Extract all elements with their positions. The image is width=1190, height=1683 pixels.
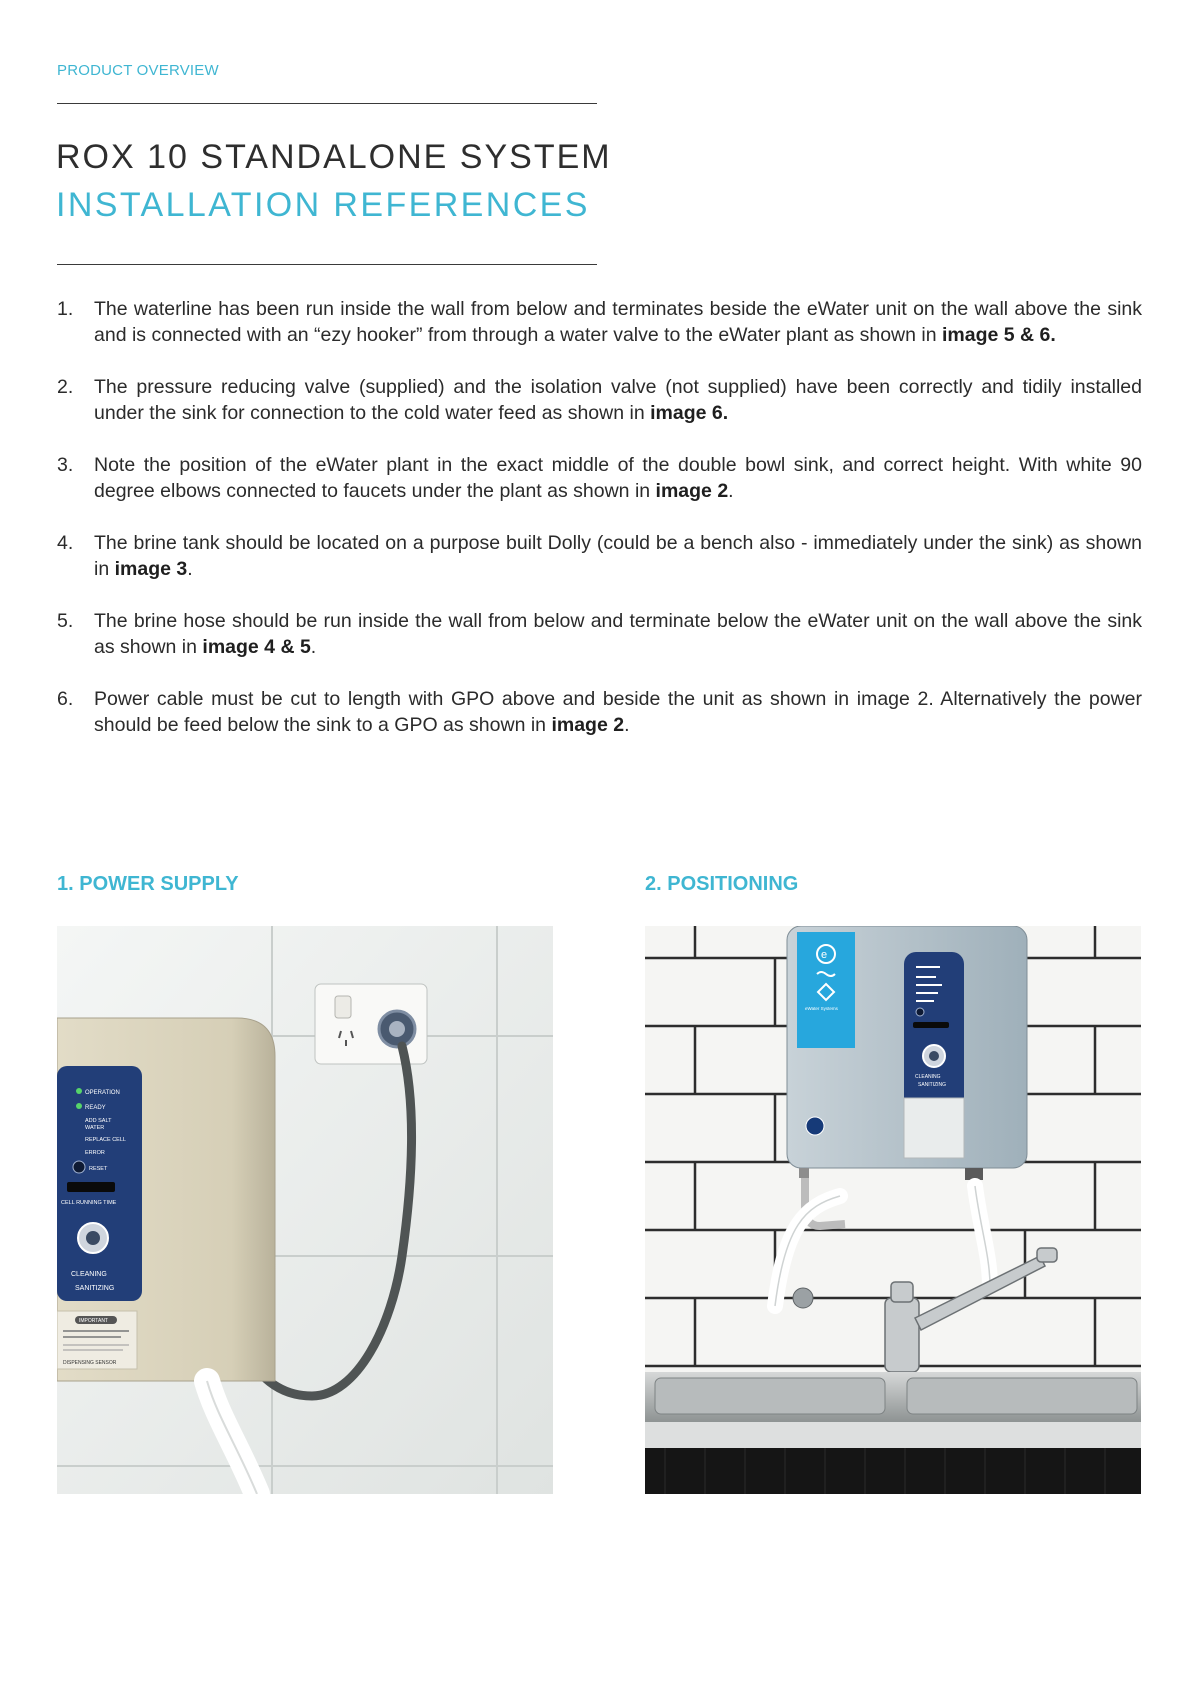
svg-text:SANITIZING: SANITIZING (918, 1082, 947, 1088)
installation-steps-list (57, 296, 1142, 764)
svg-text:OPERATION: OPERATION (85, 1090, 120, 1096)
svg-text:eWater Systems: eWater Systems (805, 1006, 838, 1011)
image-reference: image 2 (551, 714, 625, 736)
image-reference: image 5 & 6. (941, 324, 1056, 346)
step-text-segment: Power cable must be cut to length with GPO above and beside the unit as shown in image 2. Alternatively the power should be feed below the sink to a GPO as shown in (94, 688, 1142, 736)
step-text-segment: The waterline has been run inside the wall from below and terminates beside the eWater unit on the wall above the sink and is connected with an “ezy hooker” from through a water valve to the eWater plant as shown in (94, 298, 1142, 346)
step-text-segment: Note the position of the eWater plant in the exact middle of the double bowl sink, and correct height. With white 90 degree elbows connected to faucets under the plant as shown in (94, 454, 1142, 502)
svg-text:ADD SALT: ADD SALT (85, 1118, 112, 1124)
svg-text:REPLACE CELL: REPLACE CELL (85, 1137, 126, 1143)
svg-text:ERROR: ERROR (85, 1150, 105, 1156)
step-text-segment: . (187, 558, 193, 580)
step-number: 6. (57, 688, 74, 710)
step-text-segment: The pressure reducing valve (supplied) and the isolation valve (not supplied) have been correctly and tidily installed under the sink for connection to the cold water feed as shown in (94, 376, 1142, 424)
step-text (94, 608, 1142, 660)
step-text-segment: . (728, 480, 734, 502)
step-number: 3. (57, 454, 74, 476)
photo-power-supply (57, 926, 553, 1494)
svg-text:WATER: WATER (85, 1125, 105, 1131)
svg-text:e: e (821, 949, 828, 961)
page-subtitle: INSTALLATION REFERENCES (56, 186, 590, 224)
section-overline: PRODUCT OVERVIEW (57, 62, 219, 79)
photo-positioning (645, 926, 1141, 1494)
important-sticker (57, 1311, 137, 1369)
step-text-segment: . (624, 714, 630, 736)
step-number: 2. (57, 376, 74, 398)
svg-text:CELL RUNNING TIME: CELL RUNNING TIME (61, 1200, 117, 1206)
step-text (94, 686, 1142, 738)
step-item (57, 452, 1142, 504)
image-reference: image 6. (650, 402, 729, 424)
step-item (57, 374, 1142, 426)
page-title: ROX 10 STANDALONE SYSTEM (56, 138, 612, 176)
step-text (94, 374, 1142, 426)
svg-text:CLEANING: CLEANING (71, 1271, 107, 1278)
svg-text:READY: READY (85, 1105, 106, 1111)
step-item (57, 530, 1142, 582)
step-text-segment: . (310, 636, 317, 658)
step-item (57, 296, 1142, 348)
svg-text:IMPORTANT: IMPORTANT (79, 1318, 108, 1324)
image-reference: image 4 & 5 (202, 636, 311, 658)
title-divider (57, 264, 597, 265)
svg-text:RESET: RESET (89, 1166, 108, 1172)
step-text (94, 452, 1142, 504)
step-text-segment: The brine hose should be run inside the wall from below and terminate below the eWater unit on the wall above the sink as shown in (94, 610, 1142, 658)
power-outlet (315, 984, 427, 1064)
image-reference: image 2 (655, 480, 729, 502)
step-number: 5. (57, 610, 74, 632)
step-number: 4. (57, 532, 74, 554)
image-heading-positioning: 2. POSITIONING (645, 873, 799, 895)
step-text (94, 530, 1142, 582)
image-heading-power-supply: 1. POWER SUPPLY (57, 873, 239, 895)
image-reference: image 3 (114, 558, 188, 580)
step-item (57, 686, 1142, 738)
top-divider (57, 103, 597, 104)
svg-text:DISPENSING SENSOR: DISPENSING SENSOR (63, 1360, 117, 1366)
svg-text:SANITIZING: SANITIZING (75, 1285, 115, 1292)
unit-control-panel (57, 1066, 142, 1301)
step-number: 1. (57, 298, 74, 320)
step-text (94, 296, 1142, 348)
step-item (57, 608, 1142, 660)
svg-text:CLEANING: CLEANING (915, 1074, 941, 1080)
step-text-segment: The brine tank should be located on a purpose built Dolly (could be a bench also - immediately under the sink) as shown in (94, 532, 1142, 580)
